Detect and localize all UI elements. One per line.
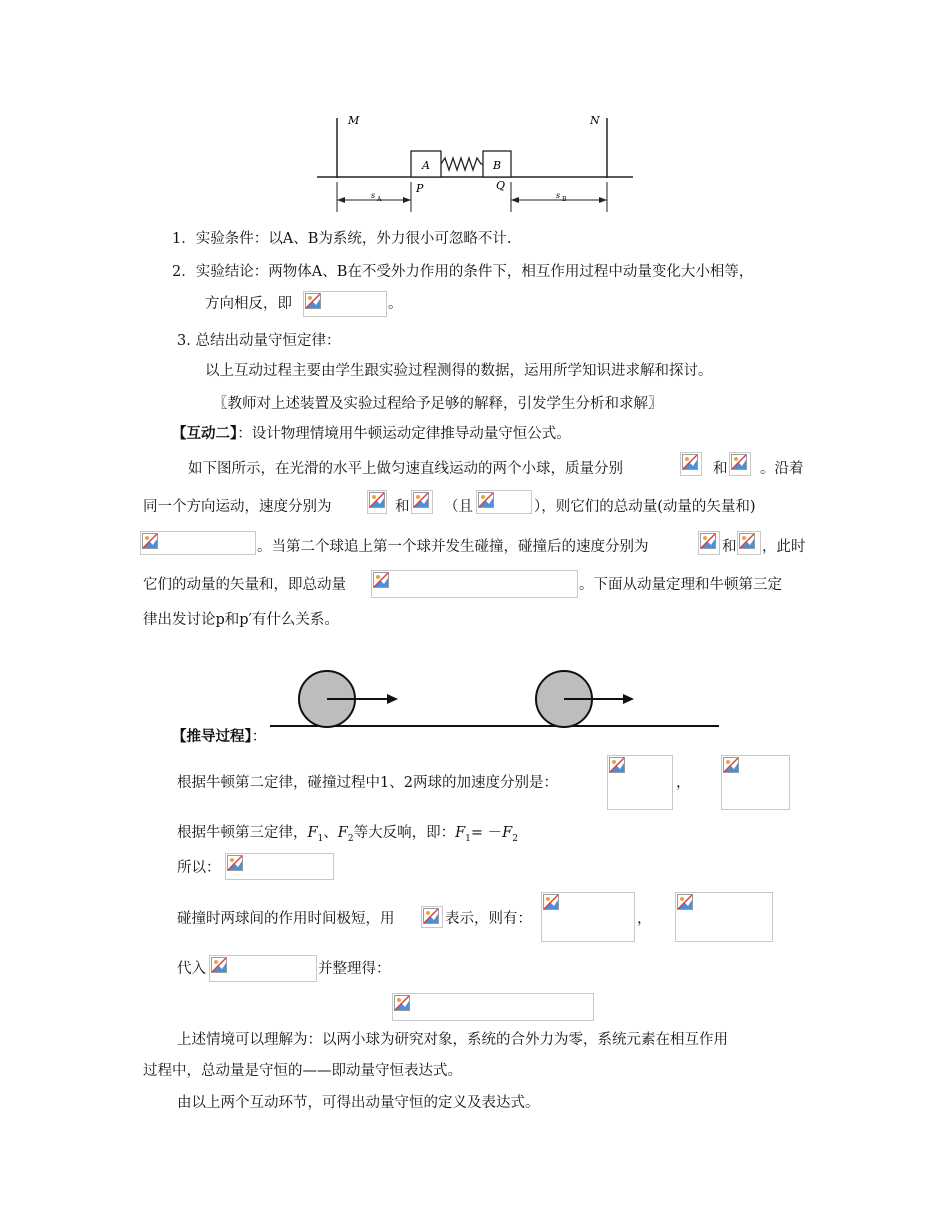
closing-line-2: 过程中，总动量是守恒的——即动量守恒表达式。 — [143, 1063, 462, 1079]
formula-image-p — [140, 531, 256, 555]
closing-line-1: 上述情境可以理解为：以两小球为研究对象，系统的合外力为零，系统元素在相互作用 — [177, 1032, 728, 1048]
interaction-2 — [172, 424, 571, 444]
item-3: 3. 总结出动量守恒定律： — [177, 333, 341, 349]
svg-text:A: A — [377, 196, 382, 203]
closing-line-3: 由以上两个互动环节，可得出动量守恒的定义及表达式。 — [177, 1095, 540, 1111]
formula-image-p-prime — [371, 570, 578, 598]
spring — [441, 158, 483, 170]
derivation-heading: 【推导过程】 — [172, 729, 252, 745]
formula-image-impulse-1 — [541, 892, 635, 942]
broken-image-icon — [305, 293, 321, 309]
item-1: 1．实验条件：以A、B为系统，外力很小可忽略不计. — [172, 231, 512, 247]
svg-text:s: s — [556, 191, 561, 200]
broken-image-icon — [227, 855, 243, 871]
para-line-4a: 它们的动量的矢量和，即总动量 — [143, 577, 346, 593]
formula-image-v1 — [367, 490, 387, 514]
broken-image-icon — [369, 492, 385, 508]
formula-image-v2-prime — [737, 531, 761, 555]
item-2-end: 。 — [388, 296, 403, 312]
derivation-line-4a: 碰撞时两球间的作用时间极短，用 — [177, 911, 395, 927]
broken-image-icon — [394, 995, 410, 1011]
derivation-line-2: 根据牛顿第三定律，$F_1$、$F_2$等大反响，即：$F_1= -F_2$ — [177, 825, 518, 844]
broken-image-icon — [723, 757, 739, 773]
teacher-note: 〖教师对上述装置及实验过程给予足够的解释，引发学生分析和求解〗 — [213, 396, 663, 412]
broken-image-icon — [731, 454, 747, 470]
para-line-3c: ，此时 — [762, 539, 806, 555]
derivation-line-3: 所以： — [177, 860, 221, 876]
svg-text:B: B — [493, 159, 502, 172]
para-line-3b: 和 — [722, 539, 737, 555]
broken-image-icon — [677, 894, 693, 910]
svg-text:M: M — [348, 114, 360, 127]
interaction-2-text: ：设计物理情境用牛顿运动定律推导动量守恒公式。 — [237, 426, 571, 442]
formula-image-conservation — [392, 993, 594, 1021]
para-line-2a: 同一个方向运动，速度分别为 — [143, 499, 332, 515]
formula-image-a1 — [607, 755, 673, 810]
formula-image-a2 — [721, 755, 790, 810]
derivation-line-4c: ， — [637, 911, 652, 927]
para-line-2c: （且 — [444, 499, 473, 515]
formula-image-substitute — [209, 955, 317, 982]
svg-text:A: A — [422, 159, 430, 172]
broken-image-icon — [373, 572, 389, 588]
summary-paragraph: 以上互动过程主要由学生跟实验过程测得的数据，运用所学知识进求解和探讨。 — [205, 363, 713, 379]
derivation-line-1: 根据牛顿第二定律，碰撞过程中1、2两球的加速度分别是： — [177, 775, 558, 791]
formula-image-so — [225, 853, 334, 880]
broken-image-icon — [543, 894, 559, 910]
derivation-line-5b: 并整理得： — [318, 961, 391, 977]
formula-image-v-compare — [476, 490, 532, 514]
broken-image-icon — [423, 908, 439, 924]
svg-text:P: P — [416, 182, 424, 195]
formula-image-m1 — [680, 452, 702, 476]
derivation-line-4b: 表示，则有： — [445, 911, 532, 927]
para-line-4b: 。下面从动量定理和牛顿第三定 — [579, 577, 782, 593]
formula-image-m2 — [729, 452, 751, 476]
derivation-heading-colon: ： — [251, 729, 267, 745]
broken-image-icon — [609, 757, 625, 773]
formula-image-v2 — [411, 490, 433, 514]
para-line-2b: 和 — [395, 499, 410, 515]
derivation-heading-line — [172, 727, 266, 747]
svg-text:B: B — [562, 196, 567, 203]
derivation-line-1-sep: ， — [676, 775, 691, 791]
para-line-5: 律出发讨论p和p′有什么关系。 — [143, 612, 339, 628]
interaction-2-heading: 【互动二】 — [172, 426, 238, 442]
svg-text:Q: Q — [496, 179, 506, 192]
two-balls-diagram — [270, 665, 725, 737]
formula-image — [303, 291, 387, 317]
svg-text:s: s — [371, 191, 376, 200]
broken-image-icon — [142, 533, 158, 549]
broken-image-icon — [478, 492, 494, 508]
item-2: 2．实验结论：两物体A、B在不受外力作用的条件下，相互作用过程中动量变化大小相等， — [172, 264, 754, 280]
broken-image-icon — [413, 492, 429, 508]
svg-text:N: N — [590, 114, 600, 127]
derivation-line-5a: 代入 — [177, 961, 206, 977]
broken-image-icon — [211, 957, 227, 973]
para-line-2d: ），则它们的总动量(动量的矢量和) — [534, 499, 756, 515]
item-2-cont: 方向相反，即 — [205, 296, 292, 312]
para-line-3a: 。当第二个球追上第一个球并发生碰撞，碰撞后的速度分别为 — [257, 539, 649, 555]
para-line-1c: 。沿着 — [760, 461, 804, 477]
para-line-1a: 如下图所示，在光滑的水平上做匀速直线运动的两个小球，质量分别 — [188, 461, 623, 477]
formula-image-impulse-2 — [675, 892, 773, 942]
spring-experiment-diagram — [315, 108, 645, 220]
formula-image-delta-t — [421, 906, 443, 928]
broken-image-icon — [700, 533, 716, 549]
broken-image-icon — [739, 533, 755, 549]
broken-image-icon — [682, 454, 698, 470]
formula-image-v1-prime — [698, 531, 720, 555]
para-line-1b: 和 — [713, 461, 728, 477]
